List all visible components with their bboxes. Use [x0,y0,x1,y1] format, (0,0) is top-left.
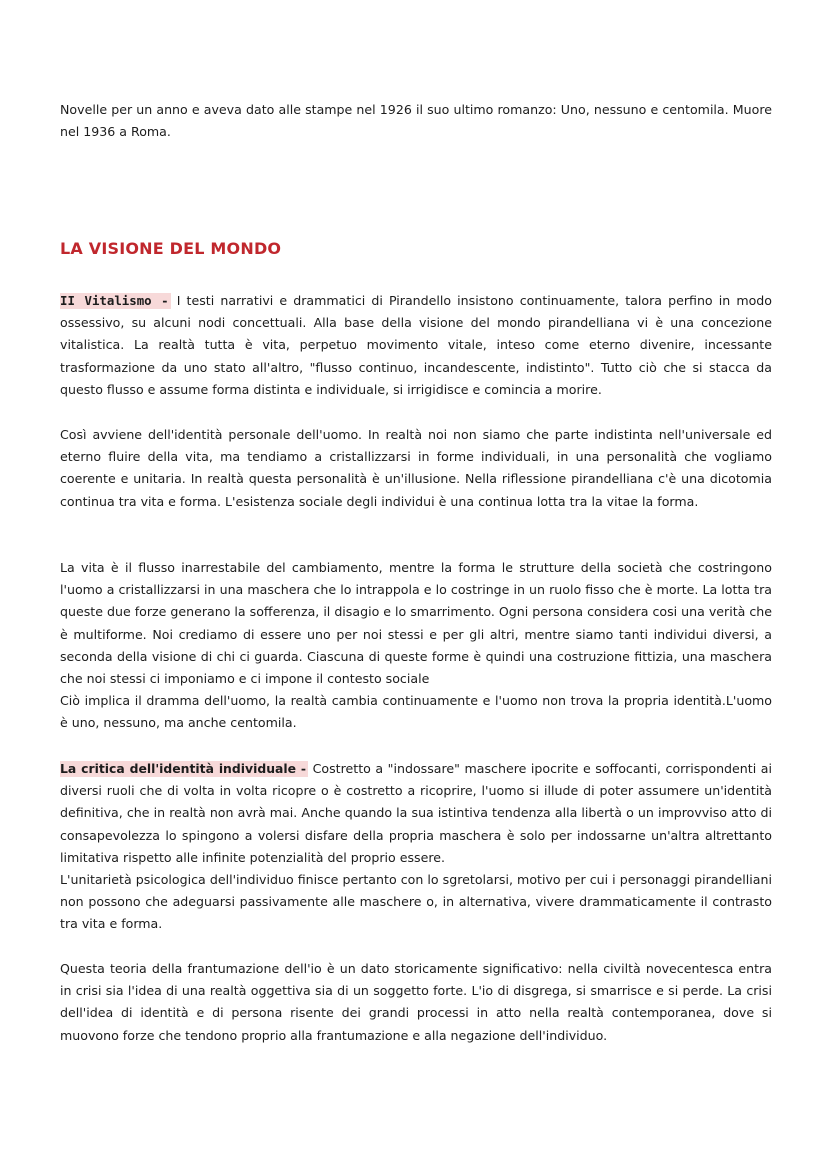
vita-text-2: Ciò implica il dramma dell'uomo, la realtà cambia continuamente e l'uomo non trova la propria identità.L'uomo è uno, nessuno, ma anche centomila. [60,693,772,731]
vitalismo-text: I testi narrativi e drammatici di Pirandello insistono continuamente, talora perfino in modo ossessivo, su alcuni nodi concettuali. Alla base della visione del mondo pirandelliana vi è una concezione vitalistica. La realtà tutta è vita, perpetuo movimento vitale, inteso come eterno divenire, incessante trasformazione da uno stato all'altro, "flusso continuo, incandescente, indistinto". Tutto ciò che si stacca da questo flusso e assume forma distinta e individuale, si irrigidisce e comincia a morire. [60,293,772,397]
intro-paragraph: Novelle per un anno e aveva dato alle stampe nel 1926 il suo ultimo romanzo: Uno, nessuno e centomila. Muore nel 1936 a Roma. [60,102,772,140]
vitalismo-label: II Vitalismo - [60,293,169,308]
critica-text: Costretto a "indossare" maschere ipocrite e soffocanti, corrispondenti ai diversi ruoli che di volta in volta ricopre o è costretto a ricoprire, l'uomo si illude di poter assumere un'identità definitiva, che in realtà non avrà mai. Anche quando la sua istintiva tendenza alla libertà o un improvviso atto di consapevolezza lo spingono a volersi disfare della propria maschera è solo per indossarne un'altra altrettanto limitativa rispetto alle infinite potenzialità del proprio essere. [60,761,772,865]
critica-paragraph [60,758,772,936]
identita-paragraph: Così avviene dell'identità personale dell'uomo. In realtà noi non siamo che parte indistinta nell'universale ed eterno fluire della vita, ma tendiamo a cristallizzarsi in forme individuali, in una personalità che vogliamo coerente e unitaria. In realtà questa personalità è un'illusione. Nella riflessione pirandelliana c'è una dicotomia continua tra vita e forma. L'esistenza sociale degli individui è una continua lotta tra la vitae la forma. [60,427,772,509]
critica-label: La critica dell'identità individuale - [60,761,307,776]
critica-text-2: L'unitarietà psicologica dell'individuo finisce pertanto con lo sgretolarsi, motivo per cui i personaggi pirandelliani non possono che adeguarsi passivamente alle maschere o, in alternativa, vivere drammaticamente il contrasto tra vita e forma. [60,872,772,932]
section-heading: LA VISIONE DEL MONDO [60,239,282,258]
vita-paragraph [60,557,772,735]
vita-text: La vita è il flusso inarrestabile del cambiamento, mentre la forma le strutture della società che costringono l'uomo a cristallizzarsi in una maschera che lo intrappola e lo costringe in un ruolo fisso che è morte. La lotta tra queste due forze generano la sofferenza, il disagio e lo smarrimento. Ogni persona considera cosi una verità che è multiforme. Noi crediamo di essere uno per noi stessi e per gli altri, mentre siamo tanti individui diversi, a seconda della visione di chi ci guarda. Ciascuna di queste forme è quindi una costruzione fittizia, una maschera che noi stessi ci imponiamo e ci impone il contesto sociale [60,560,773,687]
vitalismo-paragraph [60,290,772,401]
frantumazione-paragraph: Questa teoria della frantumazione dell'io è un dato storicamente significativo: nella civiltà novecentesca entra in crisi sia l'idea di una realtà oggettiva sia di un soggetto forte. L'io di disgrega, si smarrisce e si perde. La crisi dell'idea di identità e di persona risente dei grandi processi in atto nella realtà contemporanea, dove si muovono forze che tendono proprio alla frantumazione e alla negazione dell'individuo. [60,961,772,1043]
